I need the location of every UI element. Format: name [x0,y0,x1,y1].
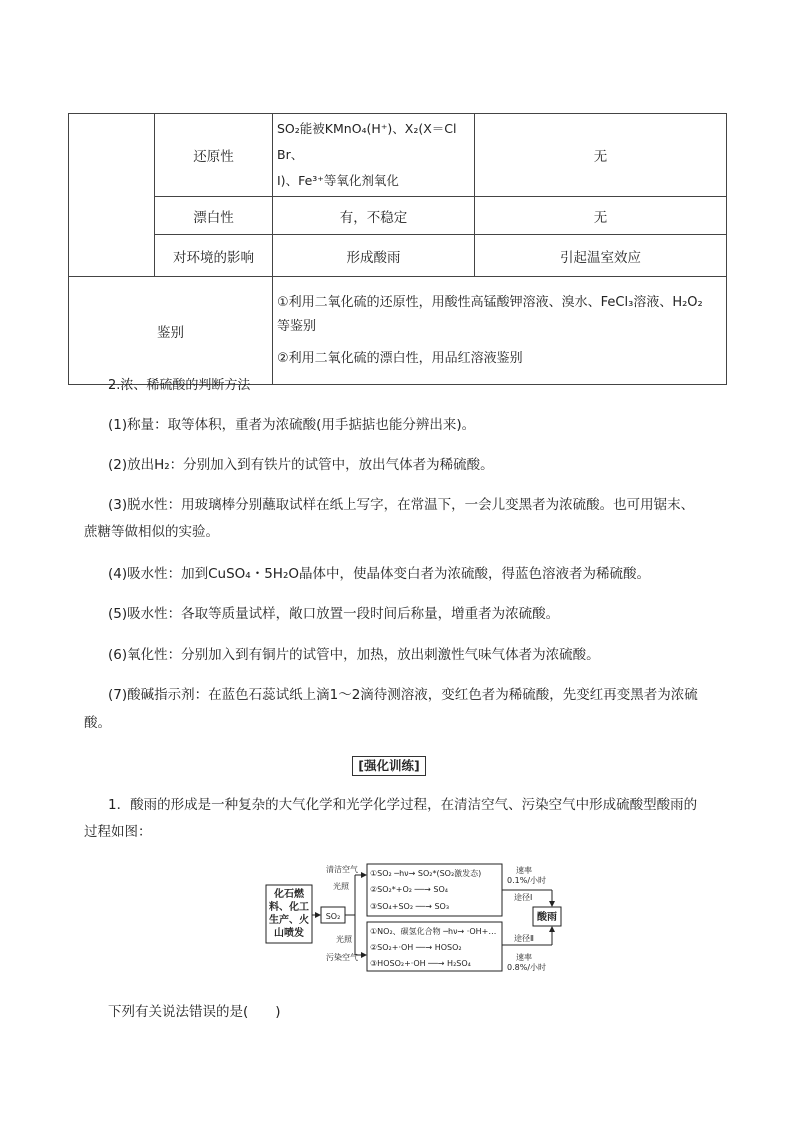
so2-reducing-cell [273,114,475,197]
rate-label: 速率 [516,866,532,875]
polluted-air-label: 污染空气 [326,953,358,962]
method-item: (3)脱水性：用玻璃棒分别蘸取试样在纸上写字，在常温下，一会儿变黑者为浓硫酸。也可用锯末、 [108,497,695,513]
co2-env-cell: 引起温室效应 [475,235,727,277]
method-item: (1)称量：取等体积，重者为浓硫酸(用手掂掂也能分辨出来)。 [108,417,476,433]
method-item-continued: 蔗糖等做相似的实验。 [84,524,219,540]
so2-env-cell: 形成酸雨 [273,235,475,277]
co2-bleach-cell: 无 [475,197,727,235]
identify-method1-line2: 等鉴别 [277,318,317,334]
method-item: (2)放出H₂：分别加入到有铁片的试管中，放出气体者为稀硫酸。 [108,457,494,473]
reaction-line: ②SO₂*+O₂ ──→ SO₄ [370,885,448,894]
method-item-continued: 酸。 [84,715,111,731]
path-label: 途径Ⅰ [514,893,533,902]
method-item: (6)氧化性：分别加入到有铜片的试管中，加热，放出刺激性气味气体者为浓硫酸。 [108,647,600,663]
comparison-table [68,113,727,385]
rate-value: 0.8%/小时 [507,963,547,972]
identify-method2: ②利用二氧化硫的漂白性，用品红溶液鉴别 [277,350,523,366]
acid-rain-label: 酸雨 [537,912,557,923]
question-1-line2: 过程如图： [84,824,152,840]
reaction-line: ③HOSO₂+·OH ──→ H₂SO₄ [370,959,471,968]
table-row [69,197,727,235]
source-line: 化石燃 [274,889,304,900]
so2-label: SO₂ [325,912,341,921]
light-label: 光照 [336,935,352,944]
question-1-line1: 1．酸雨的形成是一种复杂的大气化学和光学化学过程，在清洁空气、污染空气中形成硫酸型酸雨的 [108,797,698,813]
clean-air-label: 清洁空气 [326,865,358,874]
light-label: 光照 [333,882,349,891]
section-title: 2.浓、稀硫酸的判断方法 [108,378,251,393]
method-item: (7)酸碱指示剂：在蓝色石蕊试纸上滴1～2滴待测溶液，变红色者为稀硫酸，先变红再变黑者为浓硫 [108,687,698,703]
property-label: 对环境的影响 [155,235,273,277]
source-line: 料、化工 [269,902,309,913]
rate-value: 0.1%/小时 [507,876,547,885]
path-label: 途径Ⅱ [514,934,534,943]
rate-label: 速率 [516,953,532,962]
reaction-line: ②SO₂+·OH ──→ HOSO₂ [370,943,462,952]
so2-bleach-cell: 有，不稳定 [273,197,475,235]
identify-method1-line1: ①利用二氧化硫的还原性，用酸性高锰酸钾溶液、溴水、FeCl₃溶液、H₂O₂ [277,294,703,310]
table-row [69,114,727,197]
co2-reducing-cell: 无 [475,114,727,197]
reaction-line: ①NO₂、碳氢化合物 ─hν→ ·OH+… [370,927,497,936]
source-line: 山喷发 [274,928,304,939]
table-row [69,277,727,385]
method-item: (4)吸水性：加到CuSO₄・5H₂O晶体中，使晶体变白者为浓硫酸，得蓝色溶液者为稀硫酸。 [108,566,650,582]
method-item: (5)吸水性：各取等质量试样，敞口放置一段时间后称量，增重者为浓硫酸。 [108,606,560,622]
table-row [69,235,727,277]
identify-methods-cell [273,277,727,385]
reaction-line: ①SO₂ ─hν→ SO₂*(SO₂激发态) [370,869,482,878]
property-label: 还原性 [155,114,273,197]
question-stem: 下列有关说法错误的是( ) [108,1004,281,1020]
source-line: 生产、火 [269,915,309,926]
identify-label: 鉴别 [69,277,273,385]
property-label: 漂白性 [155,197,273,235]
training-heading: [强化训练] [352,756,426,776]
reaction-line: ③SO₄+SO₂ ──→ SO₃ [370,902,450,911]
acid-rain-process-diagram [263,861,563,973]
so2-reducing-line1: SO₂能被KMnO₄(H⁺)、X₂(X＝Cl Br、 [277,121,457,162]
so2-reducing-line2: I)、Fe³⁺等氧化剂氧化 [277,173,399,188]
empty-category-cell [69,114,155,277]
